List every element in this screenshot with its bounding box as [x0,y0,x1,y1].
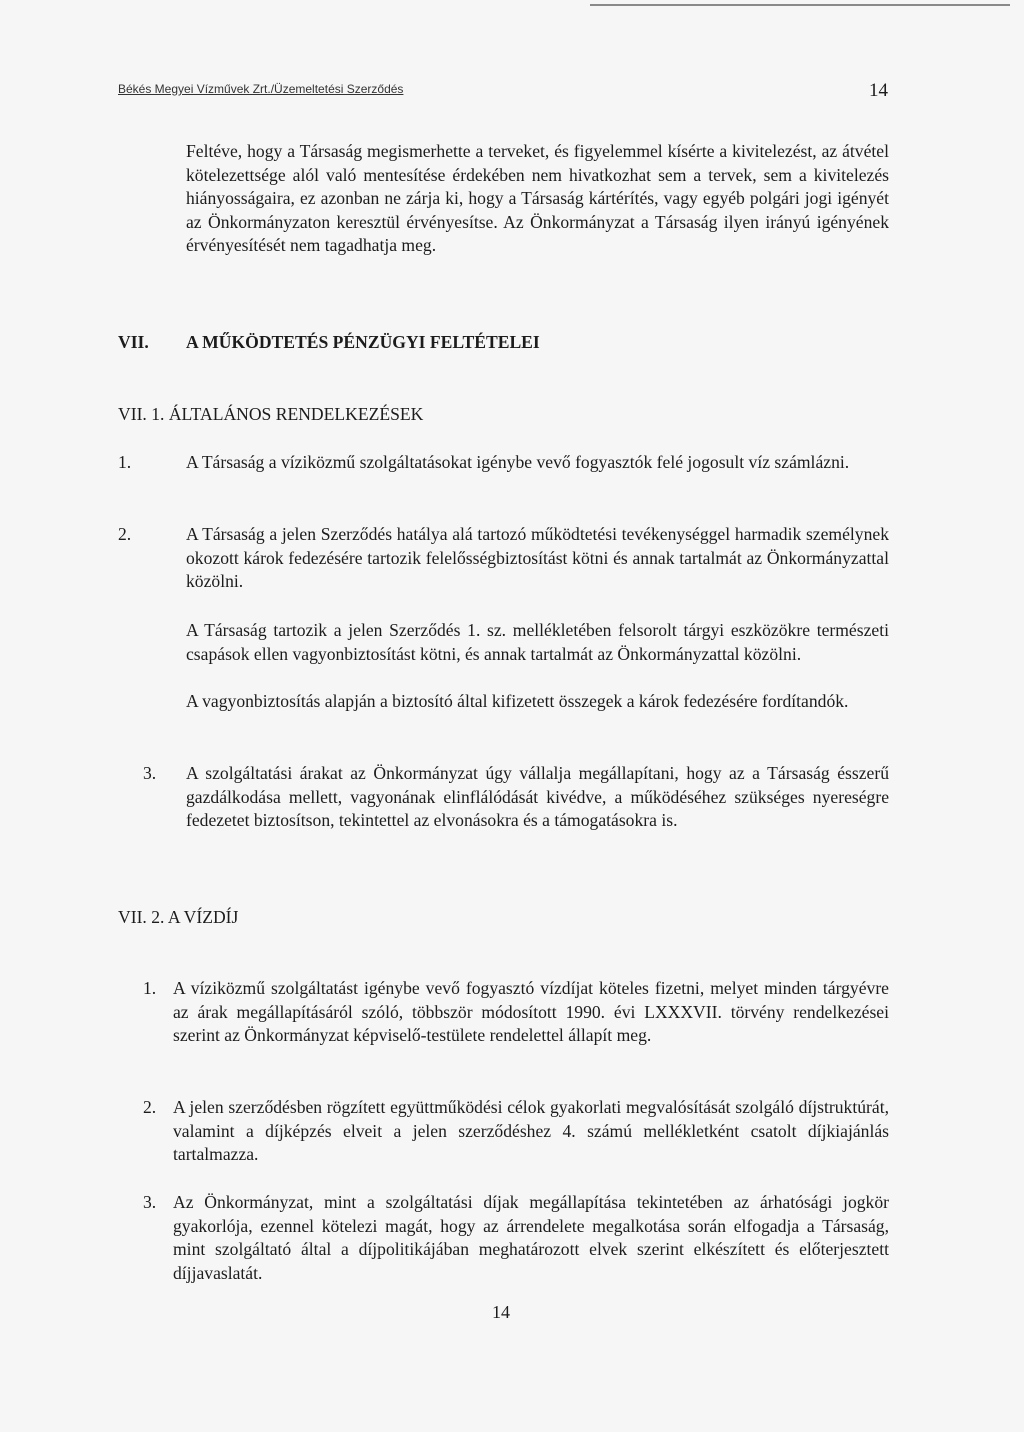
page-header [118,80,888,102]
chapter-number: VII. [118,332,149,352]
s1-item2-paragraph-3: A vagyonbiztosítás alapján a biztosító által kifizetett összegek a károk fedezésére fordítandók. [186,691,849,711]
s1-item1-number: 1. [118,452,132,472]
chapter-title: A MŰKÖDTETÉS PÉNZÜGYI FELTÉTELEI [186,332,540,352]
s1-item3-number: 3. [143,763,157,783]
s1-item2-number: 2. [118,524,132,544]
s2-item3-text: Az Önkormányzat, mint a szolgáltatási díjak megállapítása tekintetében az árhatósági jogkör gyakorlója, ezennel kötelezi magát, hogy az árrendelete megalkotása során elfogadja a Társaság, mint szolgáltató által a díjpolitikájában meghatározott elvek szerint elkészített és előterjesztett díjjavaslatát. [173,1192,889,1283]
s1-item2-text: A Társaság a jelen Szerződés hatálya alá tartozó működtetési tevékenységgel harmadik személynek okozott károk fedezésére tartozik felelősségbiztosítást kötni és annak tartalmát az Önkormányzattal közölni. [186,524,889,591]
s2-item1-text: A víziközmű szolgáltatást igénybe vevő fogyasztó vízdíjat köteles fizetni, melyet minden tárgyévre az árak megállapításáról szóló, többször módosított 1990. évi LXXXVII. törvény rendelkezései szerint az Önkormányzat képviselő-testülete rendelettel állapít meg. [173,978,889,1045]
s1-item3-text: A szolgáltatási árakat az Önkormányzat úgy vállalja megállapítani, hogy az a Társaság ésszerű gazdálkodása mellett, vagyonának elinflálódását kivédve, a működéséhez szükséges nyereségre fedezetet biztosítson, tekintettel az elvonásokra és a támogatásokra is. [186,763,889,830]
s2-item3-number: 3. [143,1192,157,1212]
footer-page-number: 14 [492,1302,510,1322]
section1-title: VII. 1. ÁLTALÁNOS RENDELKEZÉSEK [118,404,424,424]
s1-item1-text: A Társaság a víziközmű szolgáltatásokat igénybe vevő fogyasztók felé jogosult víz számlázni. [186,452,850,472]
s2-item2-number: 2. [143,1097,157,1117]
header-page-number: 14 [869,80,888,101]
intro-paragraph: Feltéve, hogy a Társaság megismerhette a terveket, és figyelemmel kísérte a kivitelezést, az átvétel kötelezettsége alól való mentesítése érdekében nem hivatkozhat sem a tervek, sem a kivitelezés hiányosságaira, ez azonban ne zárja ki, hogy a Társaság kártérítés, vagy egyéb polgári jogi igényét az Önkormányzaton keresztül érvényesítse. Az Önkormányzat a Társaság ilyen irányú igényének érvényesítését nem tagadhatja meg. [186,141,889,255]
section2-title: VII. 2. A VÍZDÍJ [118,907,239,927]
s1-item2-paragraph-2: A Társaság tartozik a jelen Szerződés 1. sz. mellékletében felsorolt tárgyi eszközökre természeti csapások ellen vagyonbiztosítást kötni, és annak tartalmát az Önkormányzattal közölni. [186,620,889,664]
s2-item2-text: A jelen szerződésben rögzített együttműködési célok gyakorlati megvalósítását szolgáló díjstruktúrát, valamint a díjképzés elveit a jelen szerződéshez 4. számú mellékletként csatolt díjkiajánlás tartalmazza. [173,1097,889,1164]
header-title: Békés Megyei Vízművek Zrt./Üzemeltetési Szerződés [118,82,404,96]
scan-border-line [590,4,1010,6]
s2-item1-number: 1. [143,978,157,998]
